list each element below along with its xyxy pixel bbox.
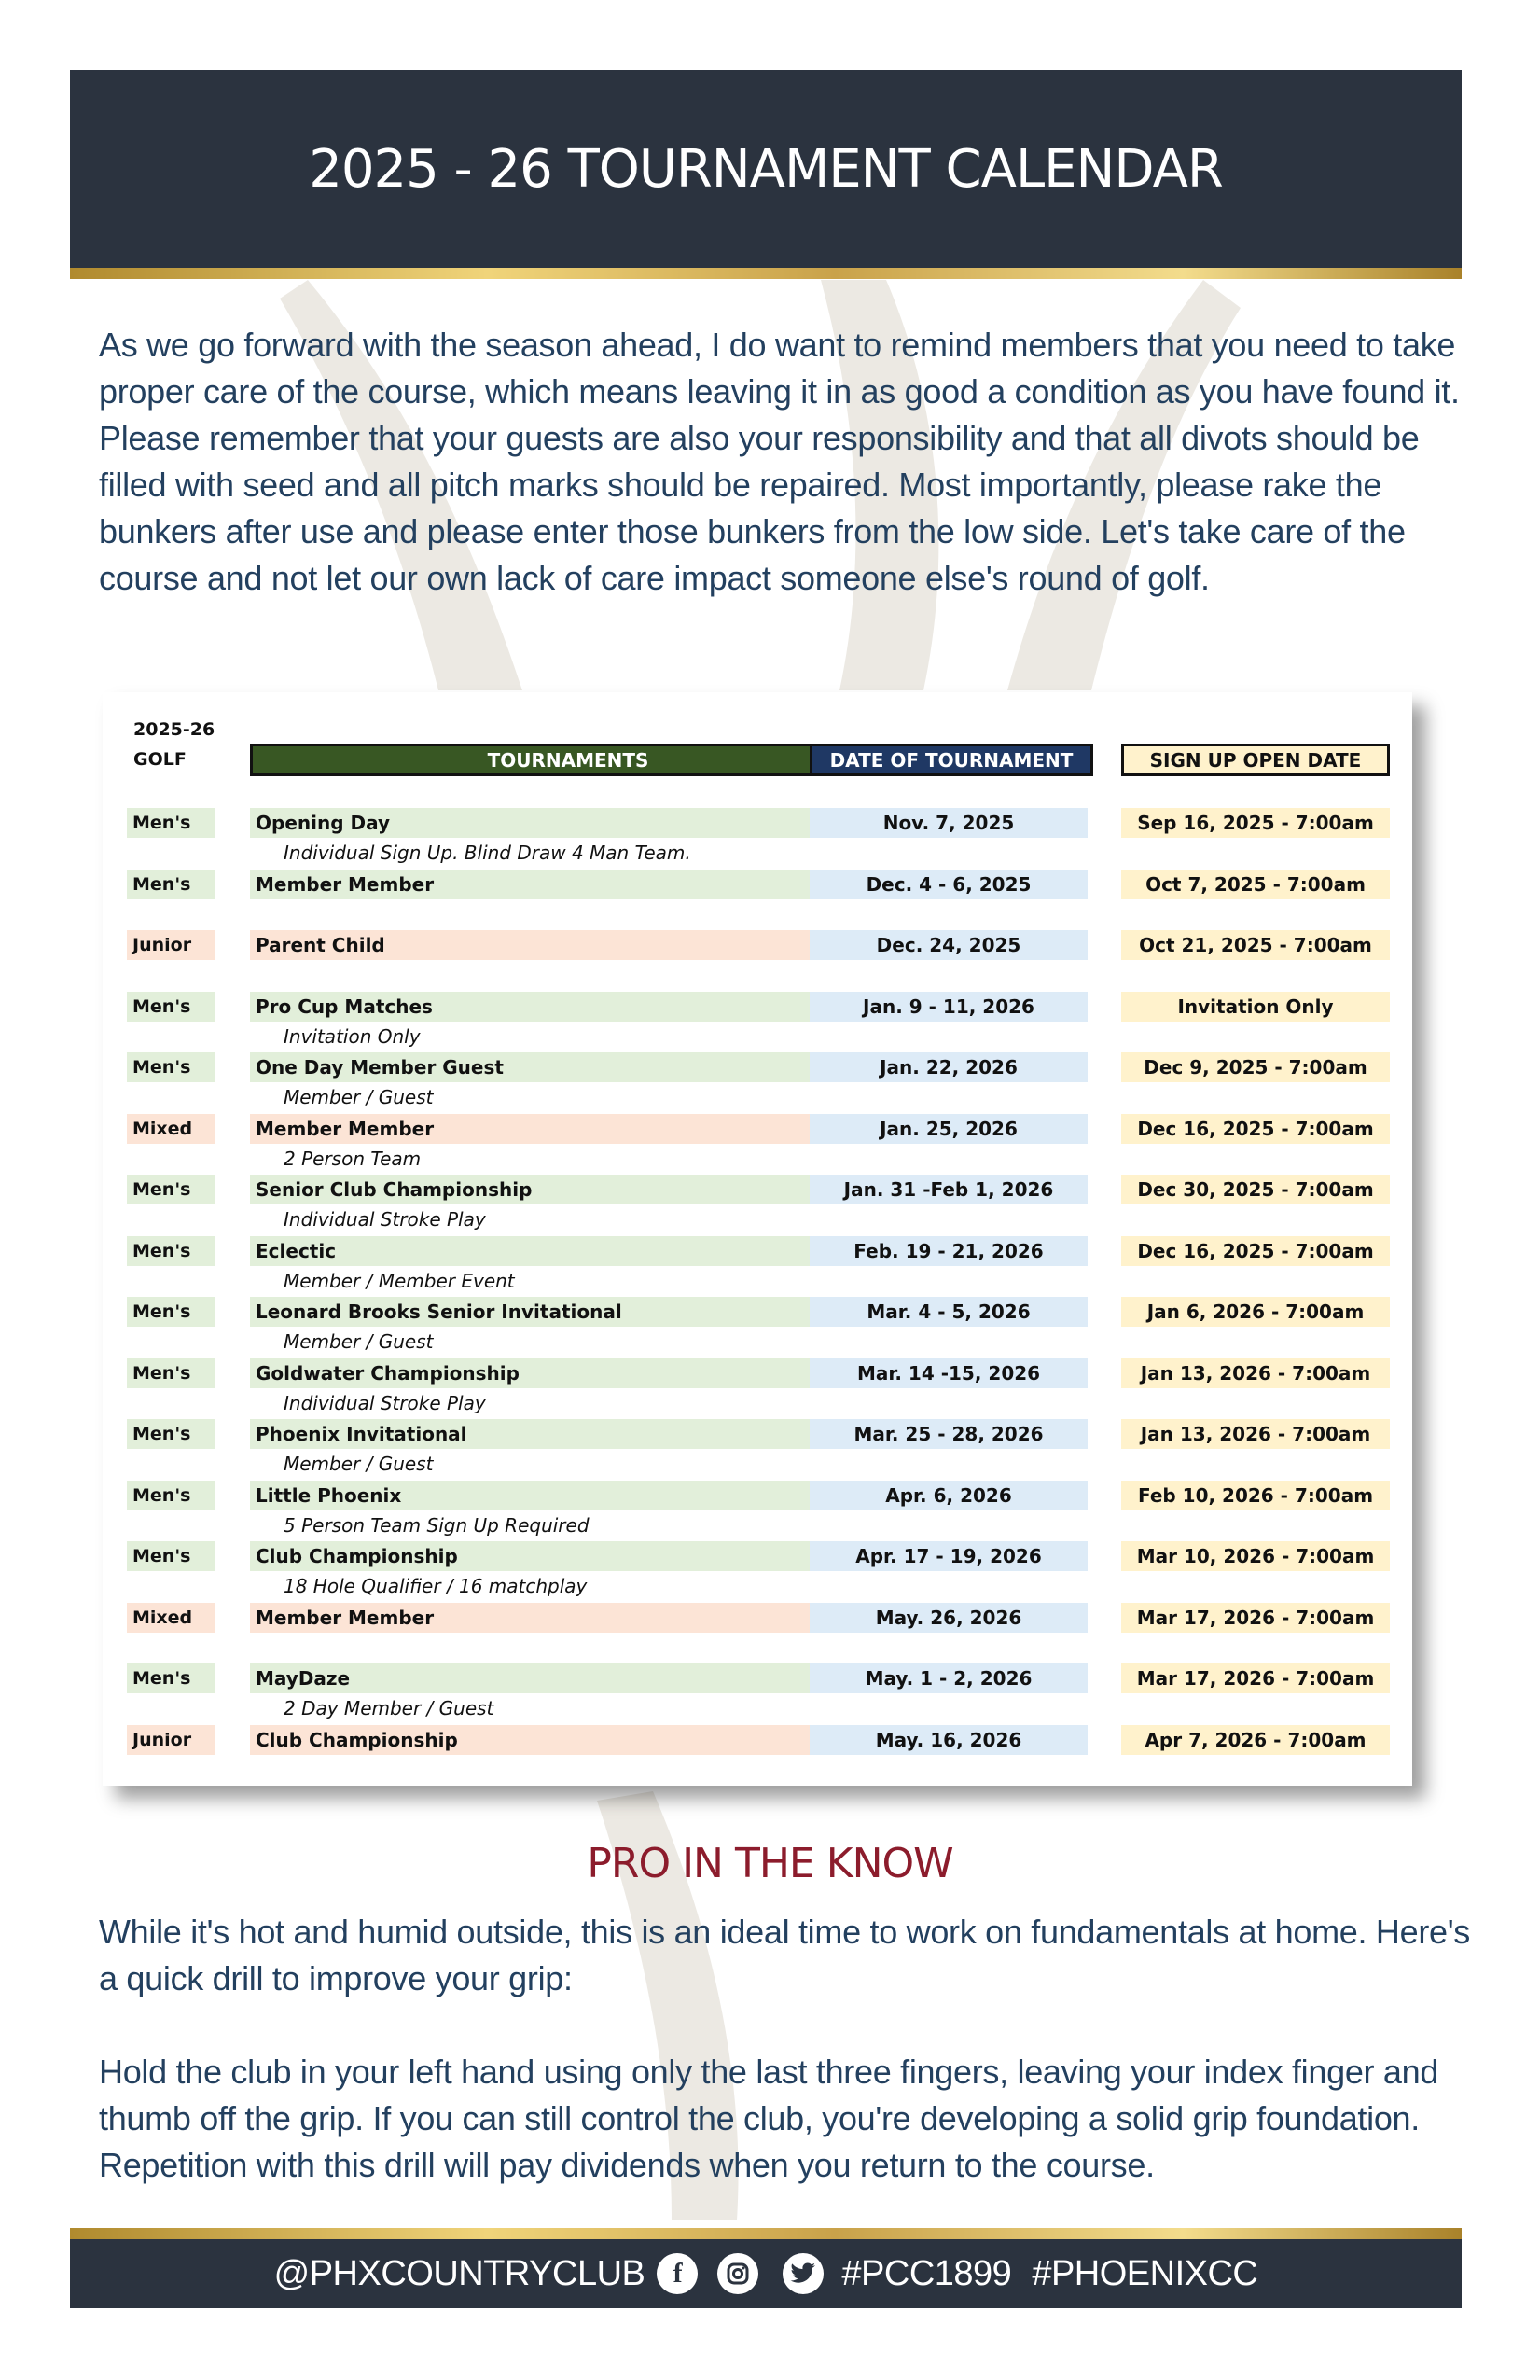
row-signup-date: Mar 17, 2026 - 7:00am <box>1121 1603 1390 1633</box>
row-category: Men's <box>127 1481 215 1510</box>
row-category: Men's <box>127 1541 215 1571</box>
row-tournament-date: Mar. 4 - 5, 2026 <box>810 1297 1088 1327</box>
year-label-text: 2025-26 <box>133 719 215 740</box>
row-signup-date: Apr 7, 2026 - 7:00am <box>1121 1725 1390 1755</box>
row-tournament-date: Mar. 14 -15, 2026 <box>810 1358 1088 1388</box>
row-tournament-date: Apr. 17 - 19, 2026 <box>810 1541 1088 1571</box>
row-category: Men's <box>127 1175 215 1204</box>
row-category: Men's <box>127 870 215 899</box>
row-category: Men's <box>127 1297 215 1327</box>
row-category: Men's <box>127 1236 215 1266</box>
row-tournament-date: Jan. 22, 2026 <box>810 1052 1088 1082</box>
row-signup-date: Oct 7, 2025 - 7:00am <box>1121 870 1390 899</box>
row-signup-date: Sep 16, 2025 - 7:00am <box>1121 808 1390 838</box>
hashtag-phoenixcc[interactable]: #PHOENIXCC <box>1032 2253 1258 2293</box>
row-tournament-date: Dec. 24, 2025 <box>810 930 1088 960</box>
row-signup-date: Oct 21, 2025 - 7:00am <box>1121 930 1390 960</box>
row-tournament-name: Senior Club Championship <box>250 1175 886 1204</box>
row-tournament-name: Phoenix Invitational <box>250 1419 886 1449</box>
row-signup-date: Invitation Only <box>1121 992 1390 1022</box>
row-tournament-date: Apr. 6, 2026 <box>810 1481 1088 1510</box>
row-signup-date: Dec 30, 2025 - 7:00am <box>1121 1175 1390 1204</box>
row-category: Men's <box>127 1419 215 1449</box>
row-tournament-date: Jan. 31 -Feb 1, 2026 <box>810 1175 1088 1204</box>
intro-paragraph: As we go forward with the season ahead, I do want to remind members that you need to take proper care of the course, which means leaving it in as good a condition as you have found it. Please remember that your guests are also your responsibility and that all divots should be filled with seed and all pitch marks should be repaired. Most importantly, please rake the bunkers after use and please enter those bunkers from the low side. Let's take care of the course and not let our own lack of care impact someone else's round of golf. <box>99 326 1460 597</box>
date-column-header: DATE OF TOURNAMENT <box>810 744 1093 776</box>
row-category: Men's <box>127 1358 215 1388</box>
row-tournament-name: Goldwater Championship <box>250 1358 886 1388</box>
row-category: Men's <box>127 808 215 838</box>
row-category: Men's <box>127 1052 215 1082</box>
row-note: Member / Guest <box>284 1453 434 1475</box>
tournament-calendar-table <box>103 692 1412 1786</box>
row-note: 5 Person Team Sign Up Required <box>284 1513 590 1537</box>
row-tournament-name: Club Championship <box>250 1541 886 1571</box>
paragraph-spacer <box>99 2002 1470 2049</box>
row-tournament-date: Jan. 25, 2026 <box>810 1114 1088 1144</box>
gold-divider-bottom <box>70 2228 1462 2239</box>
row-signup-date: Jan 13, 2026 - 7:00am <box>1121 1419 1390 1449</box>
row-signup-date: Feb 10, 2026 - 7:00am <box>1121 1481 1390 1510</box>
row-note: Individual Sign Up. Blind Draw 4 Man Team. <box>284 842 691 864</box>
row-tournament-date: May. 26, 2026 <box>810 1603 1088 1633</box>
row-category: Junior <box>127 1725 215 1755</box>
row-note: Individual Stroke Play <box>284 1208 486 1231</box>
row-signup-date: Mar 10, 2026 - 7:00am <box>1121 1541 1390 1571</box>
row-tournament-date: Mar. 25 - 28, 2026 <box>810 1419 1088 1449</box>
page-header <box>70 70 1462 268</box>
row-category: Men's <box>127 992 215 1022</box>
row-tournament-name: Opening Day <box>250 808 886 838</box>
row-note: 18 Hole Qualifier / 16 matchplay <box>284 1575 588 1597</box>
pro-paragraph-1: While it's hot and humid outside, this is an ideal time to work on fundamentals at home. Here's a quick drill to improve your grip: <box>99 1913 1471 1997</box>
row-tournament-name: Leonard Brooks Senior Invitational <box>250 1297 886 1327</box>
row-tournament-date: Dec. 4 - 6, 2025 <box>810 870 1088 899</box>
row-tournament-name: Parent Child <box>250 930 886 960</box>
row-signup-date: Jan 6, 2026 - 7:00am <box>1121 1297 1390 1327</box>
twitter-icon[interactable] <box>783 2253 824 2294</box>
row-note: Member / Guest <box>284 1330 434 1353</box>
facebook-icon[interactable]: f <box>657 2253 698 2294</box>
pro-paragraph-2: Hold the club in your left hand using only the last three fingers, leaving your index finger and thumb off the grip. If you can still control the club, you're developing a solid grip foundation. Repetition with this drill will pay dividends when you return to the course. <box>99 2053 1439 2184</box>
hashtag-pcc1899[interactable]: #PCC1899 <box>841 2253 1012 2293</box>
row-note: 2 Day Member / Guest <box>284 1697 494 1719</box>
row-tournament-date: Feb. 19 - 21, 2026 <box>810 1236 1088 1266</box>
calendar-year-label <box>133 715 215 774</box>
row-tournament-date: May. 16, 2026 <box>810 1725 1088 1755</box>
row-note: Member / Member Event <box>284 1269 515 1292</box>
row-signup-date: Dec 16, 2025 - 7:00am <box>1121 1236 1390 1266</box>
row-tournament-name: Pro Cup Matches <box>250 992 886 1022</box>
row-signup-date: Dec 16, 2025 - 7:00am <box>1121 1114 1390 1144</box>
instagram-icon[interactable] <box>717 2253 758 2294</box>
tournaments-column-header: TOURNAMENTS <box>250 744 886 776</box>
row-tournament-name: Member Member <box>250 870 886 899</box>
row-category: Men's <box>127 1663 215 1693</box>
page-title: 2025 - 26 TOURNAMENT CALENDAR <box>309 138 1223 200</box>
row-tournament-name: Eclectic <box>250 1236 886 1266</box>
row-signup-date: Jan 13, 2026 - 7:00am <box>1121 1358 1390 1388</box>
social-handle[interactable]: @PHXCOUNTRYCLUB <box>273 2253 645 2293</box>
pro-section-title: PRO IN THE KNOW <box>587 1840 953 1887</box>
row-tournament-date: Jan. 9 - 11, 2026 <box>810 992 1088 1022</box>
row-tournament-date: May. 1 - 2, 2026 <box>810 1663 1088 1693</box>
row-tournament-name: Member Member <box>250 1114 886 1144</box>
row-tournament-name: One Day Member Guest <box>250 1052 886 1082</box>
row-note: 2 Person Team <box>284 1147 422 1170</box>
social-footer <box>70 2239 1462 2308</box>
row-tournament-name: MayDaze <box>250 1663 886 1693</box>
row-note: Member / Guest <box>284 1086 434 1108</box>
row-signup-date: Mar 17, 2026 - 7:00am <box>1121 1663 1390 1693</box>
row-signup-date: Dec 9, 2025 - 7:00am <box>1121 1052 1390 1082</box>
row-category: Mixed <box>127 1114 215 1144</box>
row-tournament-name: Club Championship <box>250 1725 886 1755</box>
pro-section-body <box>99 1909 1470 2189</box>
sport-label-text: GOLF <box>133 749 187 770</box>
row-tournament-name: Member Member <box>250 1603 886 1633</box>
row-category: Junior <box>127 930 215 960</box>
row-note: Individual Stroke Play <box>284 1391 486 1414</box>
row-note: Invitation Only <box>284 1024 421 1048</box>
row-tournament-name: Little Phoenix <box>250 1481 886 1510</box>
signup-column-header: SIGN UP OPEN DATE <box>1121 744 1390 776</box>
row-category: Mixed <box>127 1603 215 1633</box>
gold-divider-top <box>70 268 1462 279</box>
row-tournament-date: Nov. 7, 2025 <box>810 808 1088 838</box>
